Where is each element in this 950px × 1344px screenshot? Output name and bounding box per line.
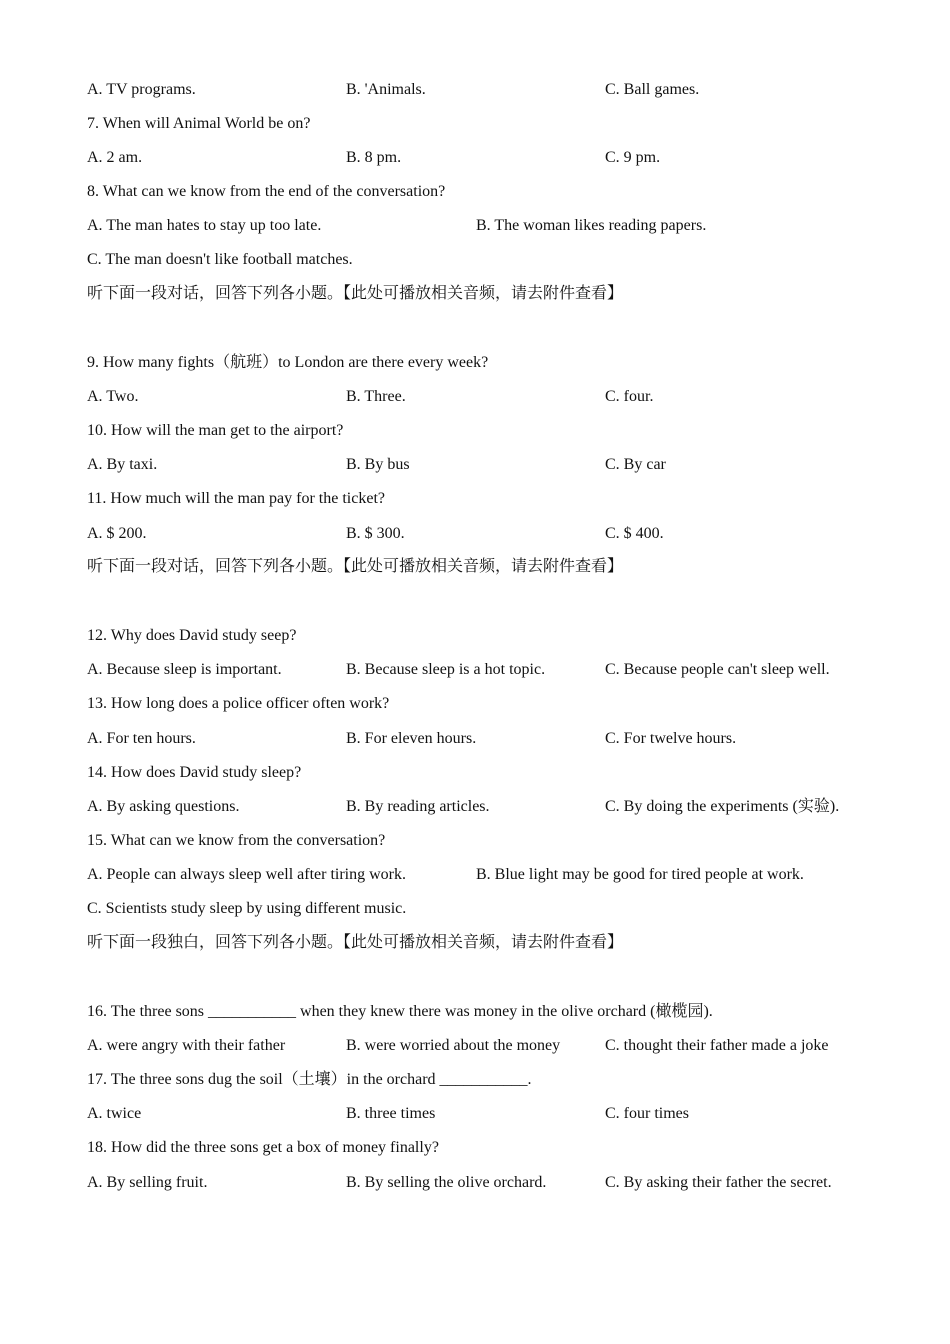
answer-option: A. By taxi. (87, 456, 158, 473)
answer-option: B. Because sleep is a hot topic. (346, 661, 546, 678)
answer-option: B. The woman likes reading papers. (476, 217, 707, 234)
answer-option: A. were angry with their father (87, 1037, 286, 1054)
answer-option: C. Because people can't sleep well. (605, 661, 830, 678)
question-text: 14. How does David study sleep? (87, 764, 302, 781)
answer-option: C. Ball games. (605, 81, 700, 98)
listening-instruction: 听下面一段对话，回答下列各小题。【此处可播放相关音频，请去附件查看】 (87, 558, 624, 575)
answer-option: A. $ 200. (87, 525, 147, 542)
answer-option: B. Blue light may be good for tired people at work. (476, 866, 804, 883)
question-text: 8. What can we know from the end of the conversation? (87, 183, 446, 200)
answer-option: B. 'Animals. (346, 81, 426, 98)
answer-option: C. 9 pm. (605, 149, 661, 166)
answer-option: C. By asking their father the secret. (605, 1174, 832, 1191)
answer-option: B. For eleven hours. (346, 730, 477, 747)
answer-option: B. $ 300. (346, 525, 405, 542)
answer-option: C. For twelve hours. (605, 730, 737, 747)
question-text: C. Scientists study sleep by using different music. (87, 900, 407, 917)
answer-option: A. twice (87, 1105, 142, 1122)
question-text: 11. How much will the man pay for the ticket? (87, 490, 385, 507)
answer-option: A. By asking questions. (87, 798, 240, 815)
answer-option: A. Two. (87, 388, 139, 405)
answer-option: A. The man hates to stay up too late. (87, 217, 322, 234)
answer-option: A. For ten hours. (87, 730, 196, 747)
listening-instruction: 听下面一段独白，回答下列各小题。【此处可播放相关音频，请去附件查看】 (87, 934, 624, 951)
question-text: 15. What can we know from the conversation? (87, 832, 386, 849)
question-text: 7. When will Animal World be on? (87, 115, 311, 132)
answer-option: B. were worried about the money (346, 1037, 561, 1054)
question-text: C. The man doesn't like football matches. (87, 251, 353, 268)
answer-option: A. People can always sleep well after tiring work. (87, 866, 407, 883)
question-text: 9. How many fights（航班）to London are there every week? (87, 354, 489, 371)
answer-option: C. By car (605, 456, 666, 473)
answer-option: C. By doing the experiments (实验). (605, 798, 840, 815)
question-text: 13. How long does a police officer often work? (87, 695, 390, 712)
question-text: 10. How will the man get to the airport? (87, 422, 344, 439)
answer-option: B. 8 pm. (346, 149, 402, 166)
answer-option: A. Because sleep is important. (87, 661, 282, 678)
answer-option: B. Three. (346, 388, 406, 405)
answer-option: B. By bus (346, 456, 410, 473)
question-text: 12. Why does David study seep? (87, 627, 297, 644)
answer-option: C. thought their father made a joke (605, 1037, 829, 1054)
listening-instruction: 听下面一段对话，回答下列各小题。【此处可播放相关音频，请去附件查看】 (87, 285, 624, 302)
answer-option: B. By selling the olive orchard. (346, 1174, 547, 1191)
answer-option: C. $ 400. (605, 525, 664, 542)
question-text: 17. The three sons dug the soil（土壤）in the orchard ___________. (87, 1071, 532, 1088)
answer-option: A. 2 am. (87, 149, 143, 166)
answer-option: A. By selling fruit. (87, 1174, 208, 1191)
question-text: 18. How did the three sons get a box of money finally? (87, 1139, 439, 1156)
question-text: 16. The three sons ___________ when they knew there was money in the olive orchard (橄榄园). (87, 1003, 713, 1020)
answer-option: A. TV programs. (87, 81, 196, 98)
answer-option: B. By reading articles. (346, 798, 490, 815)
answer-option: B. three times (346, 1105, 436, 1122)
answer-option: C. four times (605, 1105, 689, 1122)
answer-option: C. four. (605, 388, 654, 405)
